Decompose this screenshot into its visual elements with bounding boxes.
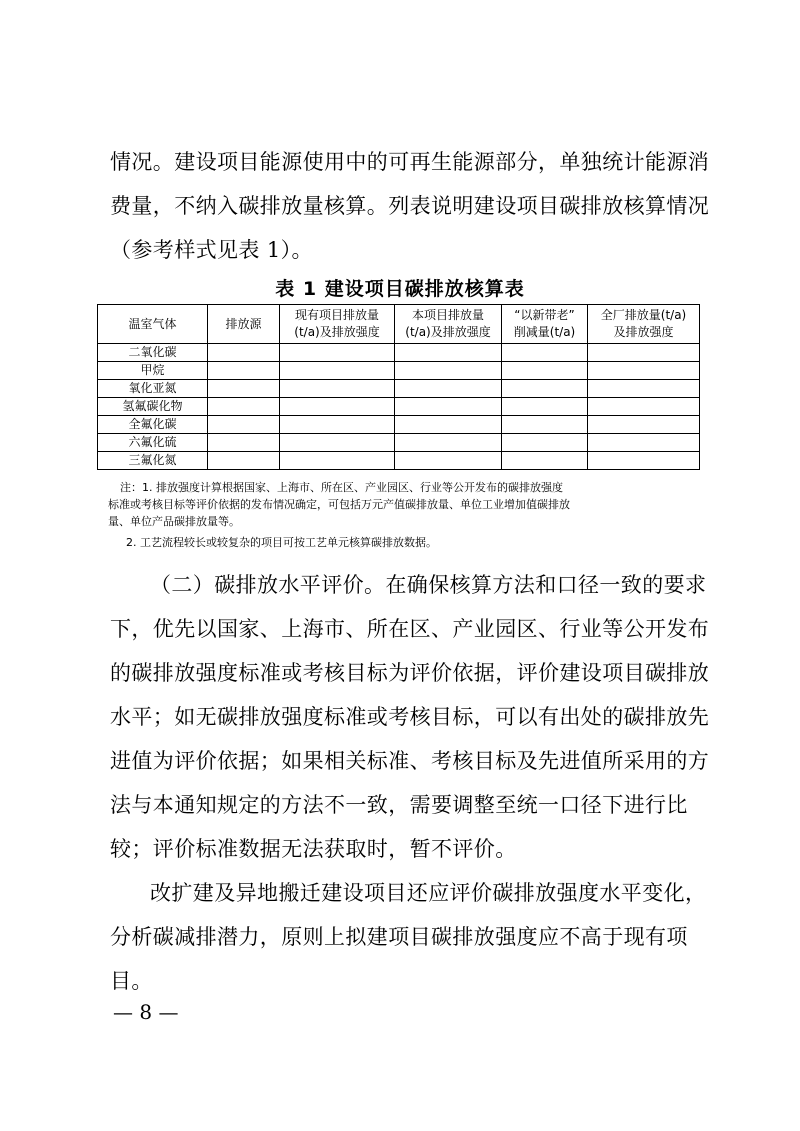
section2-line: 下，优先以国家、上海市、所在区、产业园区、行业等公开发布 bbox=[110, 617, 710, 641]
section2-line: 法与本通知规定的方法不一致，需要调整至统一口径下进行比 bbox=[110, 793, 688, 817]
table-row bbox=[98, 434, 700, 452]
carbon-accounting-table bbox=[97, 304, 700, 470]
table-note-line: 2. 工艺流程较长或较复杂的项目可按工艺单元核算碳排放数据。 bbox=[126, 536, 437, 549]
table-row bbox=[98, 362, 700, 380]
table-row bbox=[98, 416, 700, 434]
page-number: — 8 — bbox=[113, 1000, 179, 1024]
body-line: 情况。建设项目能源使用中的可再生能源部分，单独统计能源消 bbox=[110, 150, 710, 174]
table-note-line: 量、单位产品碳排放量等。 bbox=[108, 515, 240, 528]
header-existing-project: 现有项目排放量 (t/a)及排放强度 bbox=[280, 305, 395, 344]
gas-name-cell: 甲烷 bbox=[98, 362, 208, 380]
header-plant-total: 全厂排放量(t/a) 及排放强度 bbox=[588, 305, 700, 344]
section2-line: 进值为评价依据；如果相关标准、考核目标及先进值所采用的方 bbox=[110, 749, 710, 773]
table-note-line: 注：1. 排放强度计算根据国家、上海市、所在区、产业园区、行业等公开发布的碳排放强度 bbox=[120, 481, 563, 494]
section2-line: 较；评价标准数据无法获取时，暂不评价。 bbox=[110, 837, 517, 861]
section3-line: 改扩建及异地搬迁建设项目还应评价碳排放强度水平变化， bbox=[150, 881, 707, 905]
table-row bbox=[98, 344, 700, 362]
gas-name-cell: 氢氟碳化物 bbox=[98, 398, 208, 416]
table-row bbox=[98, 398, 700, 416]
section3-line: 目。 bbox=[110, 969, 153, 993]
gas-name-cell: 氧化亚氮 bbox=[98, 380, 208, 398]
header-reduction: “以新带老” 削减量(t/a) bbox=[502, 305, 588, 344]
header-emission-source: 排放源 bbox=[208, 305, 280, 344]
body-line: 费量，不纳入碳排放量核算。列表说明建设项目碳排放核算情况 bbox=[110, 194, 710, 218]
gas-name-cell: 六氟化硫 bbox=[98, 434, 208, 452]
table-row bbox=[98, 452, 700, 470]
section3-line: 分析碳减排潜力，原则上拟建项目碳排放强度应不高于现有项 bbox=[110, 925, 688, 949]
table-title: 表 1 建设项目碳排放核算表 bbox=[275, 278, 525, 300]
gas-name-cell: 全氟化碳 bbox=[98, 416, 208, 434]
section2-line: （二）碳排放水平评价。在确保核算方法和口径一致的要求 bbox=[150, 573, 707, 597]
section2-line: 的碳排放强度标准或考核目标为评价依据，评价建设项目碳排放 bbox=[110, 661, 710, 685]
table-header-row bbox=[98, 305, 700, 344]
gas-name-cell: 二氧化碳 bbox=[98, 344, 208, 362]
table-note-line: 标准或考核目标等评价依据的发布情况确定，可包括万元产值碳排放量、单位工业增加值碳排放 bbox=[108, 498, 570, 511]
header-this-project: 本项目排放量 (t/a)及排放强度 bbox=[395, 305, 502, 344]
body-line: （参考样式见表 1）。 bbox=[110, 238, 313, 262]
table-row bbox=[98, 380, 700, 398]
header-greenhouse-gas: 温室气体 bbox=[98, 305, 208, 344]
section2-line: 水平；如无碳排放强度标准或考核目标，可以有出处的碳排放先 bbox=[110, 705, 710, 729]
gas-name-cell: 三氟化氮 bbox=[98, 452, 208, 470]
